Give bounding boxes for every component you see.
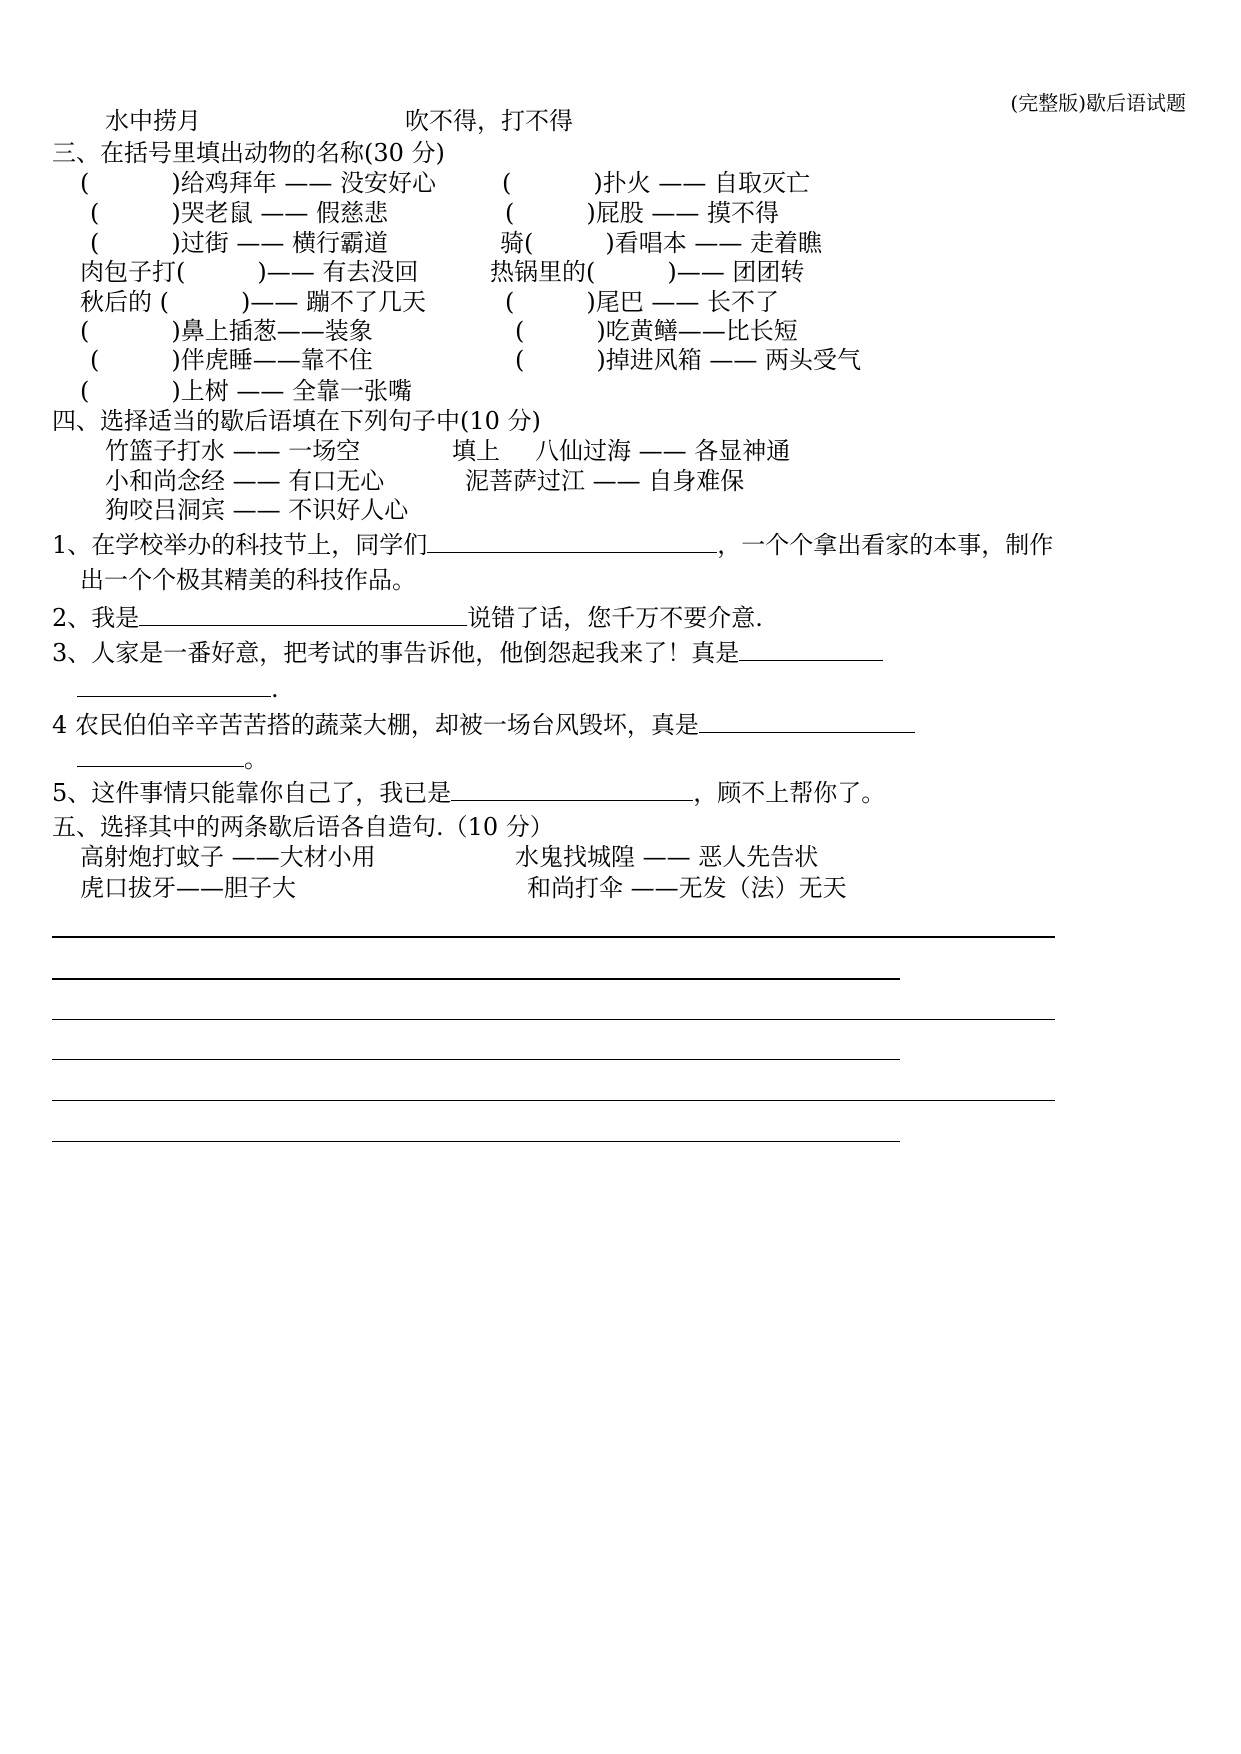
answer-blank[interactable] — [451, 778, 693, 801]
question-5: 5、这件事情只能靠你自己了，我已是 ，顾不上帮你了。 — [52, 779, 886, 807]
answer-blank[interactable] — [699, 710, 915, 733]
s3-row6-right: ( )吃黄鳝——比长短 — [515, 317, 798, 345]
question-4: 4 农民伯伯辛辛苦苦搭的蔬菜大棚，却被一场台风毁坏，真是 — [52, 710, 915, 740]
writing-line[interactable] — [52, 1059, 900, 1060]
s4-option: 八仙过海 —— 各显神通 — [535, 437, 791, 465]
s3-row7-left: ( )伴虎睡——靠不住 — [90, 346, 373, 374]
question-3: 3、人家是一番好意，把考试的事告诉他，他倒怨起我来了！真是 — [52, 638, 883, 668]
s3-row6-left: ( )鼻上插葱——装象 — [80, 317, 373, 345]
s5-item: 虎口拔牙——胆子大 — [80, 874, 296, 902]
s3-row2-right: ( )屁股 —— 摸不得 — [505, 199, 779, 227]
section3-title: 三、在括号里填出动物的名称(30 分) — [52, 139, 445, 167]
s4-option: 竹篮子打水 —— 一场空 — [105, 437, 361, 465]
s3-row8-left: ( )上树 —— 全靠一张嘴 — [80, 377, 412, 405]
answer-blank[interactable] — [427, 530, 717, 553]
s4-fill-hint: 填上 — [452, 437, 500, 465]
s3-row5-right: ( )尾巴 —— 长不了 — [505, 288, 779, 316]
answer-blank[interactable] — [139, 603, 467, 626]
s4-option: 狗咬吕洞宾 —— 不识好人心 — [105, 496, 409, 524]
writing-line[interactable] — [52, 1019, 1055, 1020]
s3-row3-left: ( )过街 —— 横行霸道 — [90, 229, 388, 257]
s5-item: 和尚打伞 ——无发（法）无天 — [527, 874, 847, 902]
section4-title: 四、选择适当的歇后语填在下列句子中(10 分) — [52, 407, 541, 435]
writing-line[interactable] — [52, 936, 1055, 938]
s3-row5-left: 秋后的 ( )—— 蹦不了几天 — [80, 288, 426, 316]
saying-top-right: 吹不得，打不得 — [405, 107, 573, 135]
answer-blank[interactable] — [739, 638, 883, 661]
s3-row3-right: 骑( )看唱本 —— 走着瞧 — [500, 229, 822, 257]
s3-row4-right: 热锅里的( )—— 团团转 — [490, 258, 805, 286]
writing-line[interactable] — [52, 1141, 900, 1142]
s3-row4-left: 肉包子打( )—— 有去没回 — [80, 258, 419, 286]
s4-option: 小和尚念经 —— 有口无心 — [105, 467, 385, 495]
question-2: 2、我是 说错了话，您千万不要介意. — [52, 604, 763, 632]
writing-line[interactable] — [52, 1100, 1055, 1101]
s3-row7-right: ( )掉进风箱 —— 两头受气 — [515, 346, 861, 374]
writing-line[interactable] — [52, 978, 900, 980]
saying-top-left: 水中捞月 — [105, 107, 201, 135]
section5-title: 五、选择其中的两条歇后语各自造句.（10 分） — [52, 813, 554, 841]
s5-item: 水鬼找城隍 —— 恶人先告状 — [515, 843, 819, 871]
answer-blank[interactable] — [77, 744, 244, 767]
question-3-cont: . — [77, 674, 279, 704]
question-1-cont: 出一个个极其精美的科技作品。 — [80, 566, 416, 594]
answer-blank[interactable] — [77, 674, 271, 697]
s5-item: 高射炮打蚊子 ——大材小用 — [80, 843, 376, 871]
question-1: 1、在学校举办的科技节上，同学们 ，一个个拿出看家的本事，制作 — [52, 531, 1054, 559]
question-4-cont: 。 — [77, 744, 268, 774]
page-header: (完整版)歇后语试题 — [1010, 91, 1186, 115]
s3-row2-left: ( )哭老鼠 —— 假慈悲 — [90, 199, 388, 227]
s3-row1-right: ( )扑火 —— 自取灭亡 — [502, 169, 810, 197]
s4-option: 泥菩萨过江 —— 自身难保 — [465, 467, 745, 495]
s3-row1-left: ( )给鸡拜年 —— 没安好心 — [80, 169, 436, 197]
